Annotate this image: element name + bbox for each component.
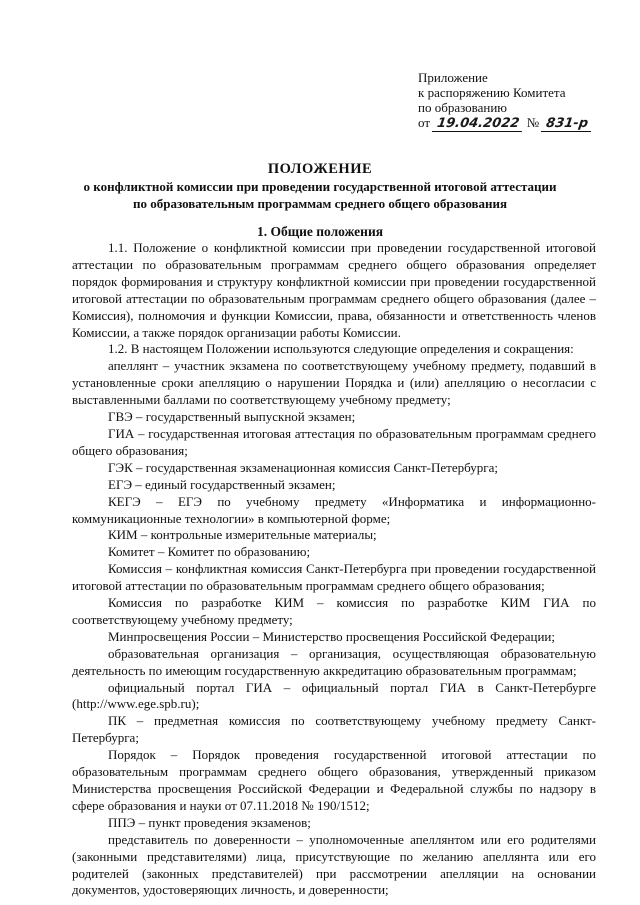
document-title: ПОЛОЖЕНИЕ [267, 161, 373, 177]
number-prefix: № [526, 115, 540, 130]
appendix-line-3: по образованию [418, 100, 508, 115]
appendix-date-row [418, 115, 592, 132]
handwritten-date: 19.04.2022 [432, 116, 524, 132]
definition-gia: ГИА – государственная итоговая аттестация по образовательным программам среднего общего образования; [72, 425, 596, 458]
paragraph-1-2: 1.2. В настоящем Положении используются следующие определения и сокращения: [108, 341, 574, 357]
definition-ppe: ППЭ – пункт проведения экзаменов; [108, 814, 311, 830]
definition-committee: Комитет – Комитет по образованию; [108, 544, 311, 560]
document-subtitle-line-2: по образовательным программам среднего общего образования [132, 196, 508, 211]
document-body [72, 240, 596, 899]
definition-appellant: апеллянт – участник экзамена по соответствующему учебному предмету, подавший в установленные сроки апелляцию о нарушении Порядка и (или) апелляцию о несогласии с выставленными баллами по соответствующему учебному предмету; [72, 358, 596, 408]
document-subtitle-line-1: о конфликтной комиссии при проведении государственной итоговой аттестации [83, 179, 557, 194]
date-prefix: от [418, 115, 431, 130]
definition-kim-commission: Комиссия по разработке КИМ – комиссия по разработке КИМ ГИА по соответствующему учебному предмету; [72, 595, 596, 627]
handwritten-number: 831-р [541, 116, 593, 132]
definition-gek: ГЭК – государственная экзаменационная комиссия Санкт-Петербурга; [108, 459, 498, 475]
appendix-line-1: Приложение [418, 70, 488, 85]
definition-kege: КЕГЭ – ЕГЭ по учебному предмету «Информатика и информационно-коммуникационные технологии» в компьютерной форме; [72, 493, 596, 526]
definition-commission: Комиссия – конфликтная комиссия Санкт-Петербурга при проведении государственной итоговой аттестации по образовательным программам среднего общего образования; [72, 561, 596, 594]
definition-minprosveshcheniya: Минпросвещения России – Министерство просвещения Российской Федерации; [108, 628, 555, 644]
definition-ege: ЕГЭ – единый государственный экзамен; [108, 476, 336, 492]
appendix-line-2: к распоряжению Комитета [418, 85, 566, 100]
appendix-block [418, 70, 592, 132]
definition-proxy-representative: представитель по доверенности – уполномоченные апеллянтом или его родителями (законными представителями) лица, присутствующие по желанию апеллянта или его родителей (законных представителей) при рассмотрении апелляции на основании документов, удостоверяющих личность, и доверенности; [72, 831, 596, 898]
definition-kim: КИМ – контрольные измерительные материалы; [108, 527, 377, 543]
definition-gve: ГВЭ – государственный выпускной экзамен; [108, 409, 356, 425]
definition-official-portal: официальный портал ГИА – официальный портал ГИА в Санкт-Петербурге (http://www.ege.spb.ru); [72, 679, 596, 712]
definition-educational-organization: образовательная организация – организация, осуществляющая образовательную деятельность по имеющим государственную аккредитацию образовательным программам; [72, 645, 596, 678]
section-heading: 1. Общие положения [256, 224, 384, 239]
definition-procedure: Порядок – Порядок проведения государственной итоговой аттестации по образовательным программам среднего общего образования, утвержденный приказом Министерства просвещения Российской Федерации и Федеральной службы по надзору в сфере образования и науки от 07.11.2018 № 190/1512; [72, 747, 596, 813]
paragraph-1-1: 1.1. Положение о конфликтной комиссии при проведении государственной итоговой аттестации по образовательным программам среднего общего образования определяет порядок формирования и структуру конфликтной комиссии при проведении государственной итоговой аттестации по образовательным программам среднего общего образования (далее – Комиссия), полномочия и функции Комиссии, права, обязанности и ответственность членов Комиссии, а также порядок организации работы Комиссии. [72, 240, 596, 340]
definition-pk: ПК – предметная комиссия по соответствующему учебному предмету Санкт-Петербурга; [72, 713, 596, 746]
